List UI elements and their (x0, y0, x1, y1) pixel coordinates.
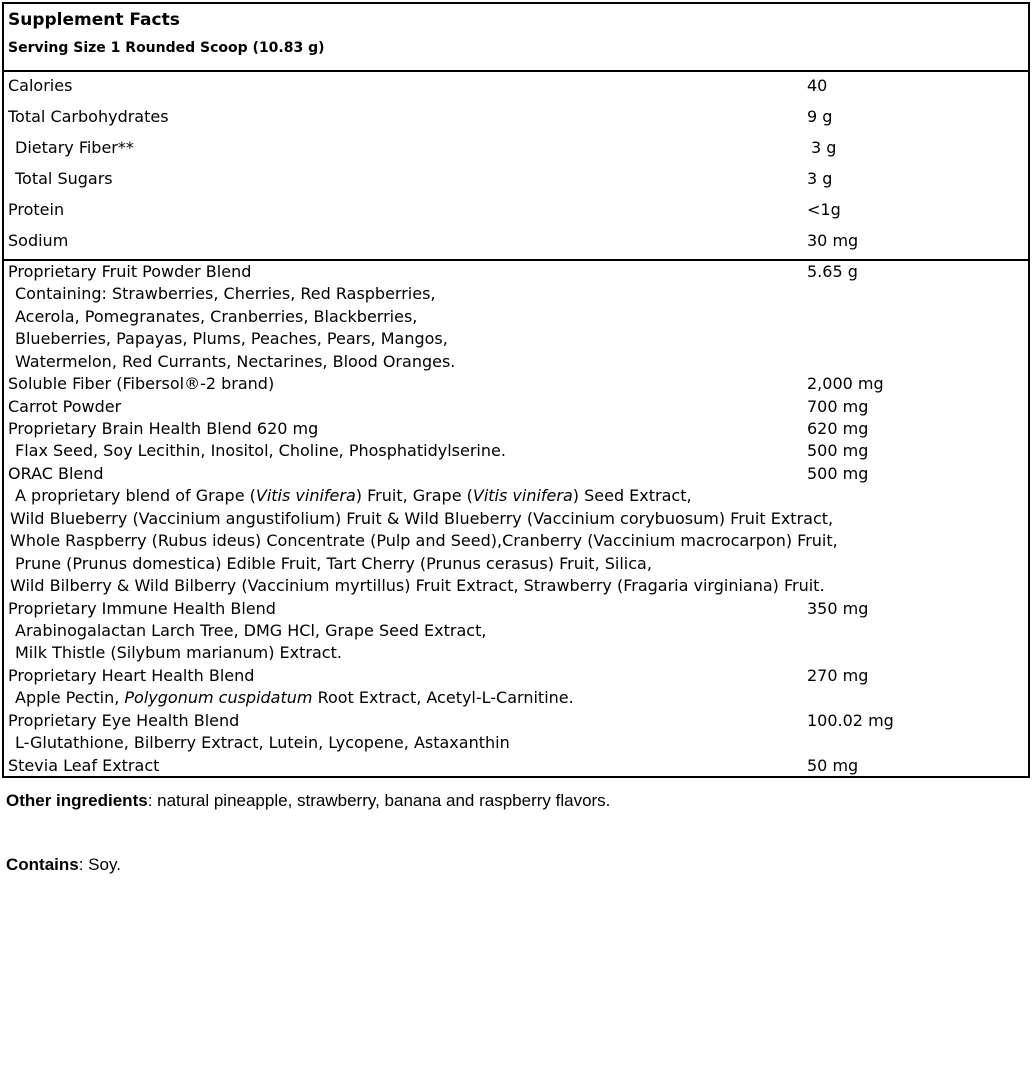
ingredient-label: Stevia Leaf Extract (8, 755, 160, 775)
ingredient-detail: Wild Blueberry (Vaccinium angustifolium) Fruit & Wild Blueberry (Vaccinium corybuosum) Fruit Extract, (10, 508, 834, 528)
other-ingredients: Other ingredients: natural pineapple, strawberry, banana and raspberry flavors. (6, 791, 611, 810)
ingredient-detail: Whole Raspberry (Rubus ideus) Concentrate (Pulp and Seed),Cranberry (Vaccinium macrocarpon) Fruit, (10, 531, 838, 551)
serving-size: Serving Size 1 Rounded Scoop (10.83 g) (8, 40, 325, 56)
ingredient-row-carrot (4, 395, 1028, 417)
ingredient-row-stevia (4, 754, 1028, 776)
nutrient-amount: <1g (807, 200, 841, 219)
ingredient-label: Proprietary Brain Health Blend 620 mg (8, 419, 319, 439)
ingredient-detail-line (4, 552, 1028, 574)
ingredient-detail-line (4, 305, 1028, 327)
ingredient-detail: Flax Seed, Soy Lecithin, Inositol, Choline, Phosphatidylserine. (15, 441, 506, 461)
supplement-facts-panel (2, 2, 1030, 778)
ingredient-amount: 50 mg (807, 755, 859, 775)
ingredient-row-heart (4, 664, 1028, 686)
ingredient-detail-line (4, 507, 1028, 529)
ingredient-detail: Apple Pectin, Polygonum cuspidatum Root Extract, Acetyl-L-Carnitine. (15, 688, 574, 708)
ingredient-label: Soluble Fiber (Fibersol®-2 brand) (8, 374, 275, 394)
ingredient-row-immune (4, 597, 1028, 619)
ingredient-detail: Milk Thistle (Silybum marianum) Extract. (15, 643, 342, 663)
nutrient-amount: 3 g (811, 138, 837, 157)
ingredient-amount: 500 mg (807, 441, 869, 461)
ingredient-row-orac (4, 462, 1028, 484)
ingredient-amount: 100.02 mg (807, 710, 894, 730)
ingredient-detail-line (4, 529, 1028, 551)
ingredient-row-fruit-blend (4, 260, 1028, 282)
nutrient-row-calories (4, 72, 1028, 103)
ingredient-label: ORAC Blend (8, 463, 104, 483)
nutrient-label: Protein (8, 200, 65, 219)
contains-statement: Contains: Soy. (6, 855, 121, 874)
ingredient-row-eye (4, 709, 1028, 731)
nutrient-amount: 30 mg (807, 231, 859, 250)
ingredient-amount: 270 mg (807, 665, 869, 685)
nutrient-amount: 9 g (807, 107, 833, 126)
nutrient-row-protein (4, 196, 1028, 227)
facts-header (4, 4, 1028, 72)
nutrient-row-dietary-fiber (4, 134, 1028, 165)
ingredient-label: Proprietary Heart Health Blend (8, 665, 255, 685)
ingredient-detail-line (4, 350, 1028, 372)
ingredient-detail: Prune (Prunus domestica) Edible Fruit, Tart Cherry (Prunus cerasus) Fruit, Silica, (15, 553, 652, 573)
ingredient-detail: A proprietary blend of Grape (Vitis vinifera) Fruit, Grape (Vitis vinifera) Seed Extract, (15, 486, 692, 506)
ingredient-label: Proprietary Fruit Powder Blend (8, 262, 252, 281)
ingredient-detail-line (4, 327, 1028, 349)
nutrient-row-sodium (4, 227, 1028, 258)
nutrient-label: Total Sugars (15, 169, 113, 188)
ingredient-amount: 350 mg (807, 598, 869, 618)
nutrient-amount: 3 g (807, 169, 833, 188)
ingredient-detail-line (4, 484, 1028, 506)
ingredient-detail: Acerola, Pomegranates, Cranberries, Blackberries, (15, 306, 418, 326)
ingredient-label: Proprietary Immune Health Blend (8, 598, 276, 618)
ingredient-detail: Watermelon, Red Currants, Nectarines, Blood Oranges. (15, 351, 456, 371)
ingredient-detail-line (4, 574, 1028, 596)
ingredient-label: Carrot Powder (8, 396, 122, 416)
ingredient-detail-line (4, 641, 1028, 663)
ingredient-detail-line (4, 282, 1028, 304)
ingredient-label: Proprietary Eye Health Blend (8, 710, 240, 730)
ingredient-detail: Blueberries, Papayas, Plums, Peaches, Pears, Mangos, (15, 329, 448, 349)
ingredient-amount: 5.65 g (807, 262, 858, 281)
ingredient-detail: Wild Bilberry & Wild Bilberry (Vaccinium myrtillus) Fruit Extract, Strawberry (Fragaria virginiana) Fruit. (10, 576, 825, 596)
ingredient-amount: 700 mg (807, 396, 869, 416)
nutrient-amount: 40 (807, 76, 828, 95)
nutrient-label: Calories (8, 76, 73, 95)
nutrient-label: Sodium (8, 231, 69, 250)
ingredient-amount: 620 mg (807, 419, 869, 439)
facts-title: Supplement Facts (8, 10, 180, 30)
ingredient-detail: Containing: Strawberries, Cherries, Red Raspberries, (15, 284, 436, 304)
ingredient-detail: L-Glutathione, Bilberry Extract, Lutein, Lycopene, Astaxanthin (15, 733, 510, 753)
ingredient-row-soluble-fiber (4, 372, 1028, 394)
nutrient-label: Dietary Fiber** (15, 138, 134, 157)
nutrient-row-total-sugars (4, 165, 1028, 196)
ingredient-detail-line (4, 731, 1028, 753)
nutrient-label: Total Carbohydrates (8, 107, 169, 126)
ingredient-detail-line (4, 619, 1028, 641)
ingredient-row-brain-blend (4, 417, 1028, 439)
ingredient-amount: 2,000 mg (807, 374, 884, 394)
ingredient-detail: Arabinogalactan Larch Tree, DMG HCl, Grape Seed Extract, (15, 620, 487, 640)
ingredient-detail-line (4, 686, 1028, 708)
ingredient-amount: 500 mg (807, 463, 869, 483)
ingredient-row-brain-detail (4, 439, 1028, 461)
nutrient-row-carbohydrates (4, 103, 1028, 134)
